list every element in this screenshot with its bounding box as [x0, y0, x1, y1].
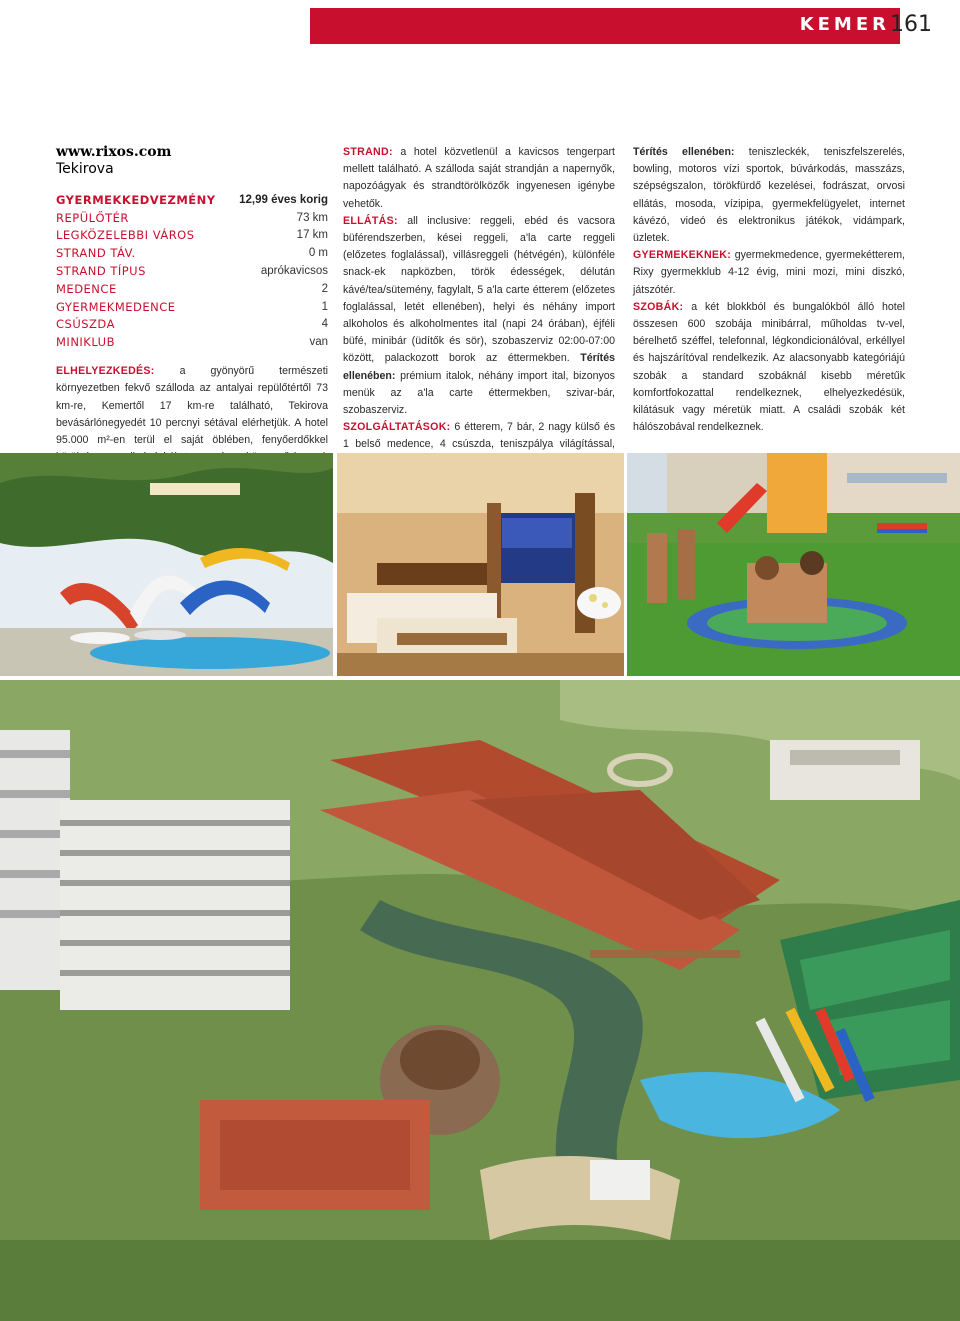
services-label: SZOLGÁLTATÁSOK:: [343, 421, 451, 434]
info-key: STRAND TÍPUS: [56, 264, 146, 279]
services-fee-text: teniszleckék, teniszfelszerelés, bowling, motoros vízi sportok, búvárkodás, masszázs, szépségszalon, törökfürdő kezelései, fodrászat, orvosi ellátás, mosoda, vízipipa, gyermekfelügyelet, internet kávézó, videó és elektronikus játékok, vidámpark, üzletek.: [633, 146, 905, 245]
info-row: [56, 333, 328, 351]
info-row: [56, 262, 328, 280]
board-label: ELLÁTÁS:: [343, 214, 398, 227]
info-value: 2: [321, 282, 328, 295]
info-row: [56, 298, 328, 316]
beach-label: STRAND:: [343, 146, 393, 158]
hotel-url[interactable]: www.rixos.com: [56, 144, 172, 160]
info-key: CSÚSZDA: [56, 317, 115, 332]
info-value: 4: [321, 318, 328, 331]
info-key: GYERMEKKEDVEZMÉNY: [56, 192, 216, 207]
info-value: 73 km: [296, 211, 328, 224]
board-paragraph: [343, 213, 615, 419]
kids-paragraph: [633, 247, 905, 299]
services-fee-paragraph: [633, 144, 905, 247]
rooms-paragraph: [633, 299, 905, 437]
left-column: [56, 144, 328, 501]
info-value: van: [309, 336, 328, 349]
info-value: 17 km: [296, 229, 328, 242]
info-row: [56, 191, 328, 209]
info-row: [56, 316, 328, 334]
info-row: [56, 280, 328, 298]
hotel-location: Tekirova: [56, 161, 114, 177]
info-value: 1: [321, 300, 328, 313]
board-fee-label: Térítés ellenében:: [343, 352, 615, 382]
location-label: ELHELYEZKEDÉS:: [56, 365, 155, 378]
kids-text: gyermekmedence, gyermekétterem, Rixy gyermekklub 4-12 évig, mini mozi, mini diszkó, játszótér.: [633, 249, 905, 296]
info-key: MINIKLUB: [56, 335, 115, 350]
board-fee-text: prémium italok, néhány import ital, bizonyos menük az a'la carte éttermekben, szivar-bár, szobaszerviz.: [343, 369, 615, 417]
info-value: aprókavicsos: [260, 265, 328, 278]
right-column: [633, 144, 905, 436]
playground-photo: [627, 453, 960, 676]
info-key: STRAND TÁV.: [56, 246, 136, 261]
waterslides-photo: [0, 453, 333, 676]
location-text: a gyönyörű természeti környezetben fekvő szálloda az antalyai repülőtértől 73 km-re, Kemertől 17 km-re található, Tekirova bevásárlónegyedét 10 percnyi sétával elérhetjük. A hotel 95.000 m²-en terül el saját öblében, fenyőerdőkkel: [56, 365, 328, 446]
page-number: 161: [890, 12, 932, 37]
hotel-room-photo: [337, 453, 624, 676]
info-key: LEGKÖZELEBBI VÁROS: [56, 228, 195, 243]
info-table: [56, 191, 328, 351]
rooms-text: a két blokkból és bungalókból álló hotel összesen 600 szobája minibárral, műholdas tv-vel, bérelhető széffel, telefonnal, légkondicionálóval, erkéllyel és hajszárítóval rendelkezik. Az alacsonyabb kategóriájú szobák a standard szobáknál kisebb méretűk komfortfokozattal rendelkeznek, elhelyezkedésük, kilátásuk vagy méretük miatt. A családi szobák két hálószobával rendelkeznek.: [633, 300, 905, 434]
info-key: REPÜLŐTÉR: [56, 210, 129, 225]
info-row: [56, 227, 328, 245]
page-header: [0, 0, 960, 52]
aerial-resort-photo: [0, 680, 960, 1321]
beach-text: a hotel közvetlenül a kavicsos tengerpart mellett található. A szálloda saját strandján a napernyők, napozóágyak és strandtörölközők ingyenesen igénybe vehetők.: [343, 146, 615, 210]
board-text: all inclusive: reggeli, ebéd és vacsora büférendszerben, kései reggeli, a'la carte reggeli (előzetes foglalással), villásreggeli (hétvégén), különféle snack-ek napközben, török édességek, délután kávé/tea/sütemény, fagylalt, 5 a'la carte étterem (előzetes foglalással, letét ellenében), helyi és néhány import alkoholos és alkoholmentes ital (napi 24 órában), éjféli büfé, minibár (üdítők és sör), szobaszerviz 02:00-07:00 között, palackozott borok az éttermekben.: [343, 214, 616, 365]
rooms-label: SZOBÁK:: [633, 300, 684, 313]
info-value: 0 m: [308, 247, 328, 260]
info-row: [56, 244, 328, 262]
services-fee-label: Térítés ellenében:: [633, 146, 735, 158]
kids-label: GYERMEKEKNEK:: [633, 249, 732, 262]
beach-paragraph: [343, 144, 615, 213]
info-key: GYERMEKMEDENCE: [56, 299, 176, 314]
info-row: [56, 209, 328, 227]
services-text: 6 étterem, 7 bár, 2 nagy külső és 1 belső medence, 4 csúszda, teniszpálya világítással,: [343, 421, 615, 451]
section-label: KEMER: [799, 14, 890, 35]
info-key: MEDENCE: [56, 281, 117, 296]
info-value: 12,99 éves korig: [239, 193, 328, 206]
